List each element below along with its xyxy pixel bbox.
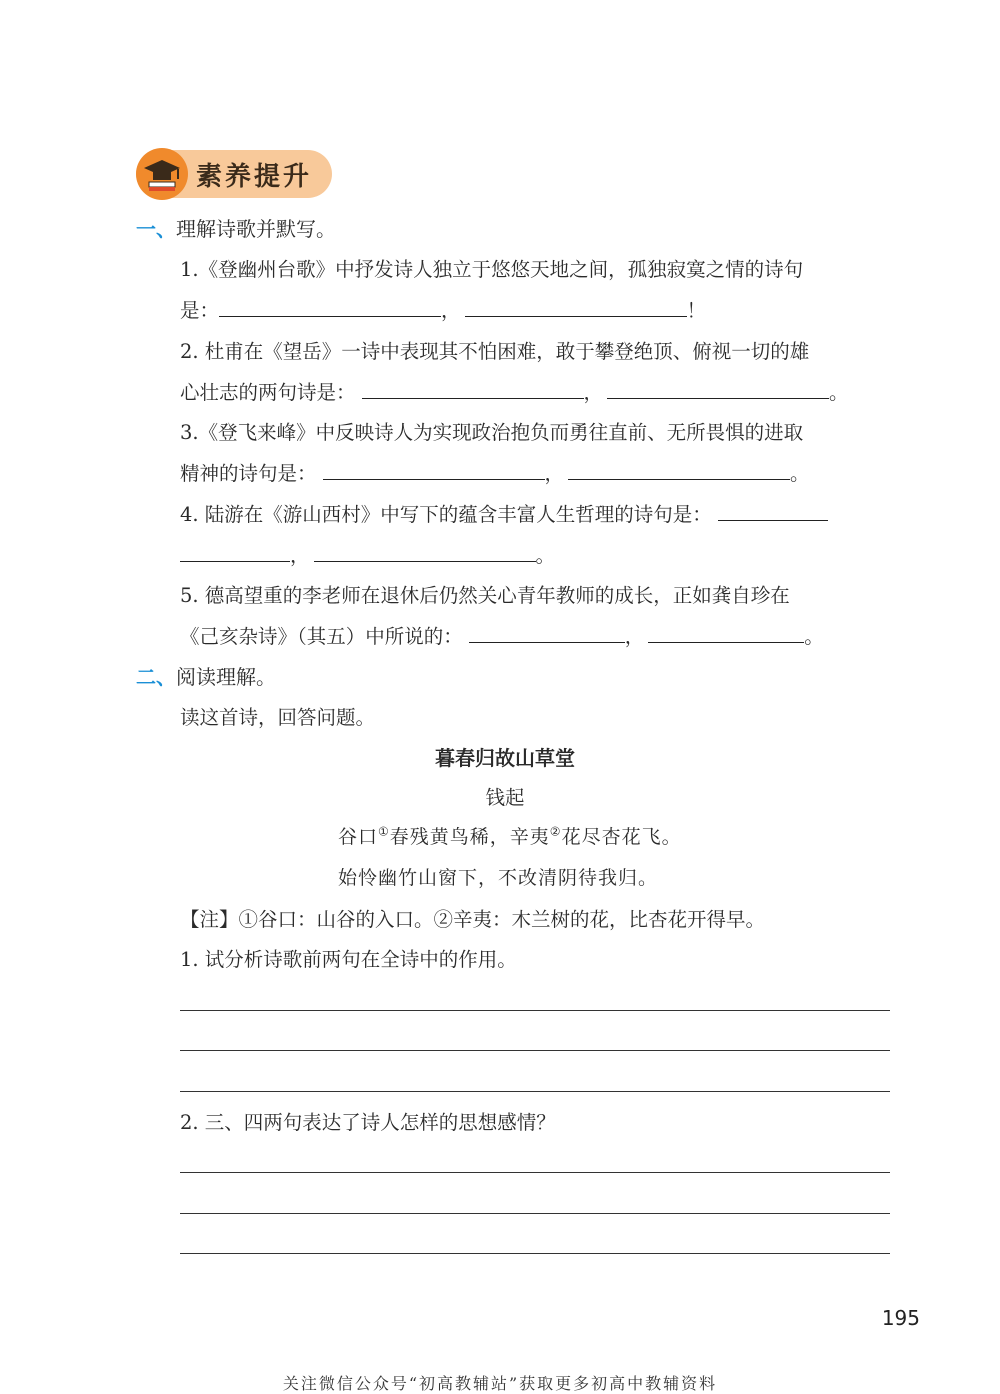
q2-prefix: 心壮志的两句诗是： xyxy=(180,381,356,404)
reading-intro: 读这首诗，回答问题。 xyxy=(180,706,376,729)
q3-end: 。 xyxy=(790,462,810,485)
q5-line-b xyxy=(180,621,824,649)
q4-line-b xyxy=(180,540,555,568)
q2-sep: ， xyxy=(583,381,604,404)
q1-sep: ， xyxy=(441,299,461,322)
note-mark-1: ① xyxy=(378,824,390,839)
poem-note: 【注】①谷口：山谷的入口。②辛夷：木兰树的花，比杏花开得早。 xyxy=(180,908,766,931)
poem-title: 暮春归故山草堂 xyxy=(435,746,575,770)
q3-line-a: 3.《登飞来峰》中反映诗人为实现政治抱负而勇往直前、无所畏惧的进取 xyxy=(180,421,804,444)
q2-end: 。 xyxy=(829,381,849,404)
footer-note: 关注微信公众号“初高教辅站”获取更多初高中教辅资料 xyxy=(282,1374,718,1393)
q3-line-b xyxy=(180,458,810,486)
q5-blank-1[interactable] xyxy=(469,624,625,643)
q1-line-b xyxy=(180,295,706,323)
q1-prefix: 是： xyxy=(180,299,220,322)
badge-circle xyxy=(136,148,188,200)
answer-line-q1-1[interactable] xyxy=(180,1010,890,1011)
q4-blank-1a[interactable] xyxy=(718,502,828,521)
graduation-cap-icon xyxy=(136,148,188,200)
q2-line-b xyxy=(180,377,849,405)
q2-line-a: 2. 杜甫在《望岳》一诗中表现其不怕困难，敢于攀登绝顶、俯视一切的雄 xyxy=(180,340,810,363)
q1-end: ！ xyxy=(686,299,707,322)
q4-sep: ， xyxy=(290,544,310,567)
poem-author: 钱起 xyxy=(485,786,525,809)
q5-sep: ， xyxy=(624,625,645,648)
q1-line-a: 1.《登幽州台歌》中抒发诗人独立于悠悠天地之间，孤独寂寞之情的诗句 xyxy=(180,258,804,281)
q1-blank-1[interactable] xyxy=(219,298,441,317)
section-2-number: 二、 xyxy=(136,665,176,689)
q4-blank-2[interactable] xyxy=(314,543,536,562)
answer-line-q1-2[interactable] xyxy=(180,1050,890,1051)
q4-blank-1b[interactable] xyxy=(180,543,290,562)
q5-end: 。 xyxy=(804,625,824,648)
section-2-title: 阅读理解。 xyxy=(176,665,276,689)
note-mark-2: ② xyxy=(549,824,562,839)
answer-line-q1-3[interactable] xyxy=(180,1091,890,1092)
answer-line-q2-2[interactable] xyxy=(180,1213,890,1214)
poem-line-1-part-b: 春残黄鸟稀，辛夷 xyxy=(389,826,550,848)
section-1-heading xyxy=(136,213,336,242)
q5-prefix: 《己亥杂诗》（其五）中所说的： xyxy=(180,625,463,648)
q3-sep: ， xyxy=(544,462,565,485)
page-number: 195 xyxy=(881,1306,920,1330)
q5-line-a: 5. 德高望重的李老师在退休后仍然关心青年教师的成长，正如龚自珍在 xyxy=(180,584,790,607)
q2-blank-1[interactable] xyxy=(362,380,584,399)
q5-blank-2[interactable] xyxy=(648,624,804,643)
section-2-heading xyxy=(136,661,276,690)
section-1-number: 一、 xyxy=(136,217,176,241)
q3-blank-2[interactable] xyxy=(568,461,790,480)
section-title: 素养提升 xyxy=(196,162,313,192)
q4-line-a xyxy=(180,499,828,527)
q1-blank-2[interactable] xyxy=(465,298,687,317)
section-1-title: 理解诗歌并默写。 xyxy=(176,217,336,241)
q3-blank-1[interactable] xyxy=(323,461,545,480)
reading-q1: 1. 试分析诗歌前两句在全诗中的作用。 xyxy=(180,948,517,971)
poem-line-1 xyxy=(338,822,682,849)
q2-blank-2[interactable] xyxy=(607,380,829,399)
poem-line-1-part-c: 花尽杏花飞。 xyxy=(561,826,682,848)
q4-prefix: 4. 陆游在《游山西村》中写下的蕴含丰富人生哲理的诗句是： xyxy=(180,503,712,526)
q4-end: 。 xyxy=(535,544,556,567)
poem-line-1-part-a: 谷口 xyxy=(338,826,379,848)
answer-line-q2-3[interactable] xyxy=(180,1253,890,1254)
poem-line-2: 始怜幽竹山窗下，不改清阴待我归。 xyxy=(338,867,659,889)
reading-q2: 2. 三、四两句表达了诗人怎样的思想感情？ xyxy=(180,1111,556,1134)
answer-line-q2-1[interactable] xyxy=(180,1172,890,1173)
q3-prefix: 精神的诗句是： xyxy=(180,462,317,485)
